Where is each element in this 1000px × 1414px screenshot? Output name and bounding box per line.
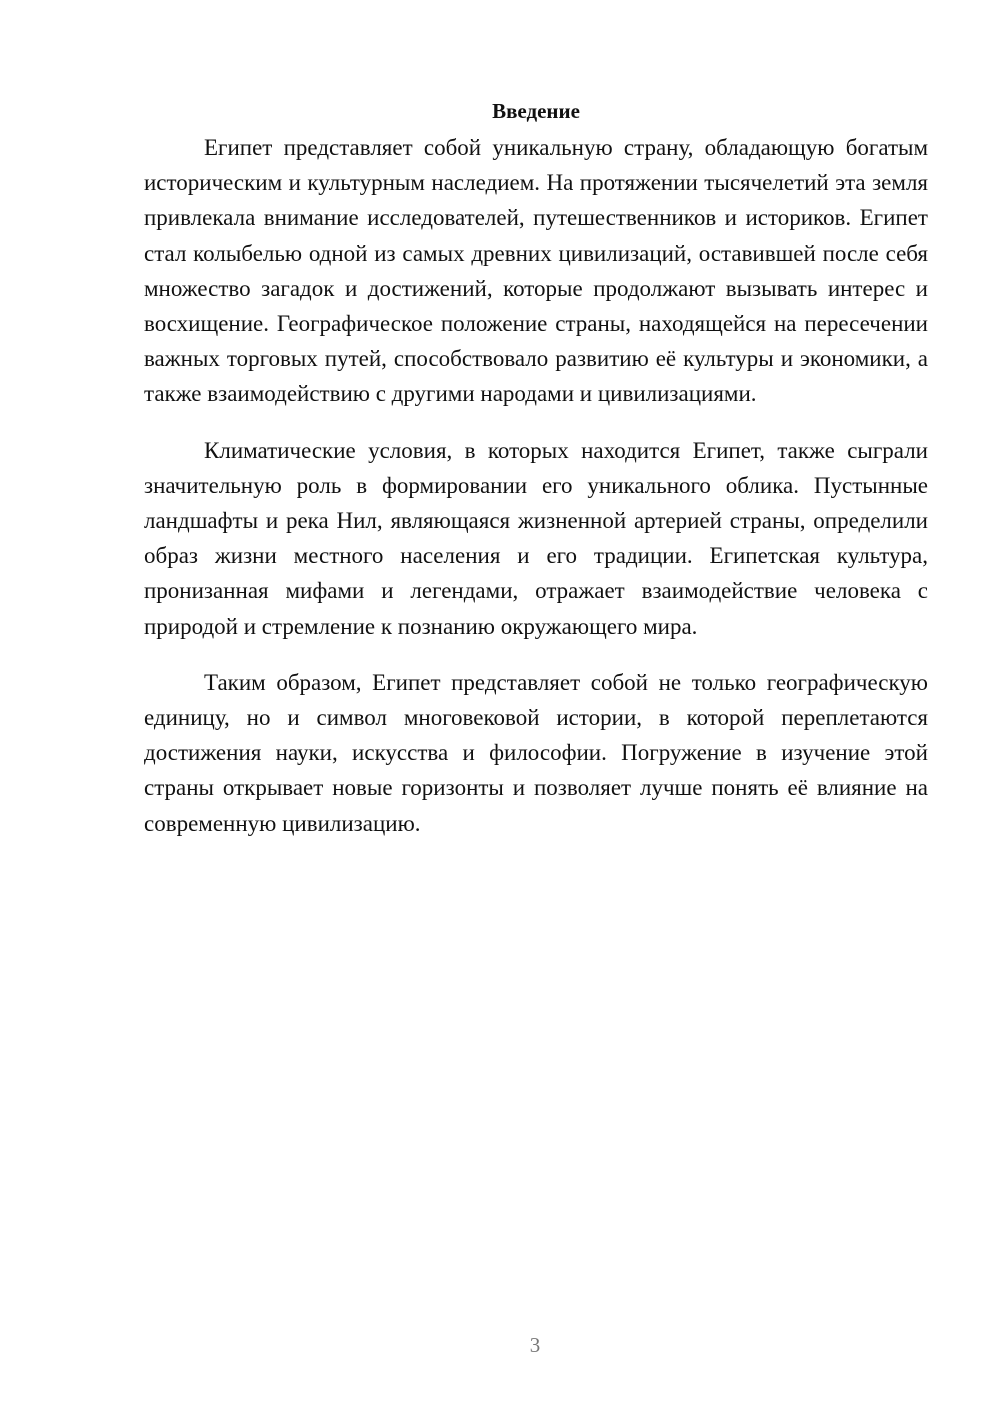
page-number: 3 (529, 1333, 541, 1357)
document-body (144, 96, 928, 862)
paragraph-1: Египет представляет собой уникальную страну, обладающую богатым историческим и культурным наследием. На протяжении тысячелетий эта земля привлекала внимание исследователей, путешественников и историков. Египет стал колыбелью одной из самых древних цивилизаций, оставившей после себя множество загадок и достижений, которые продолжают вызывать интерес и восхищение. Географическое положение страны, находящейся на пересечении важных торговых путей, способствовало развитию её культуры и экономики, а также взаимодействию с другими народами и цивилизациями. (144, 135, 928, 407)
paragraph-3: Таким образом, Египет представляет собой не только географическую единицу, но и символ многовековой истории, в которой переплетаются достижения науки, искусства и философии. Погружение в изучение этой страны открывает новые горизонты и позволяет лучше понять её влияние на современную цивилизацию. (144, 669, 928, 836)
section-heading: Введение (492, 99, 580, 123)
paragraph-2: Климатические условия, в которых находится Египет, также сыграли значительную роль в формировании его уникального облика. Пустынные ландшафты и река Нил, являющаяся жизненной артерией страны, определили образ жизни местного населения и его традиции. Египетская культура, пронизанная мифами и легендами, отражает взаимодействие человека с природой и стремление к познанию окружающего мира. (144, 437, 928, 639)
